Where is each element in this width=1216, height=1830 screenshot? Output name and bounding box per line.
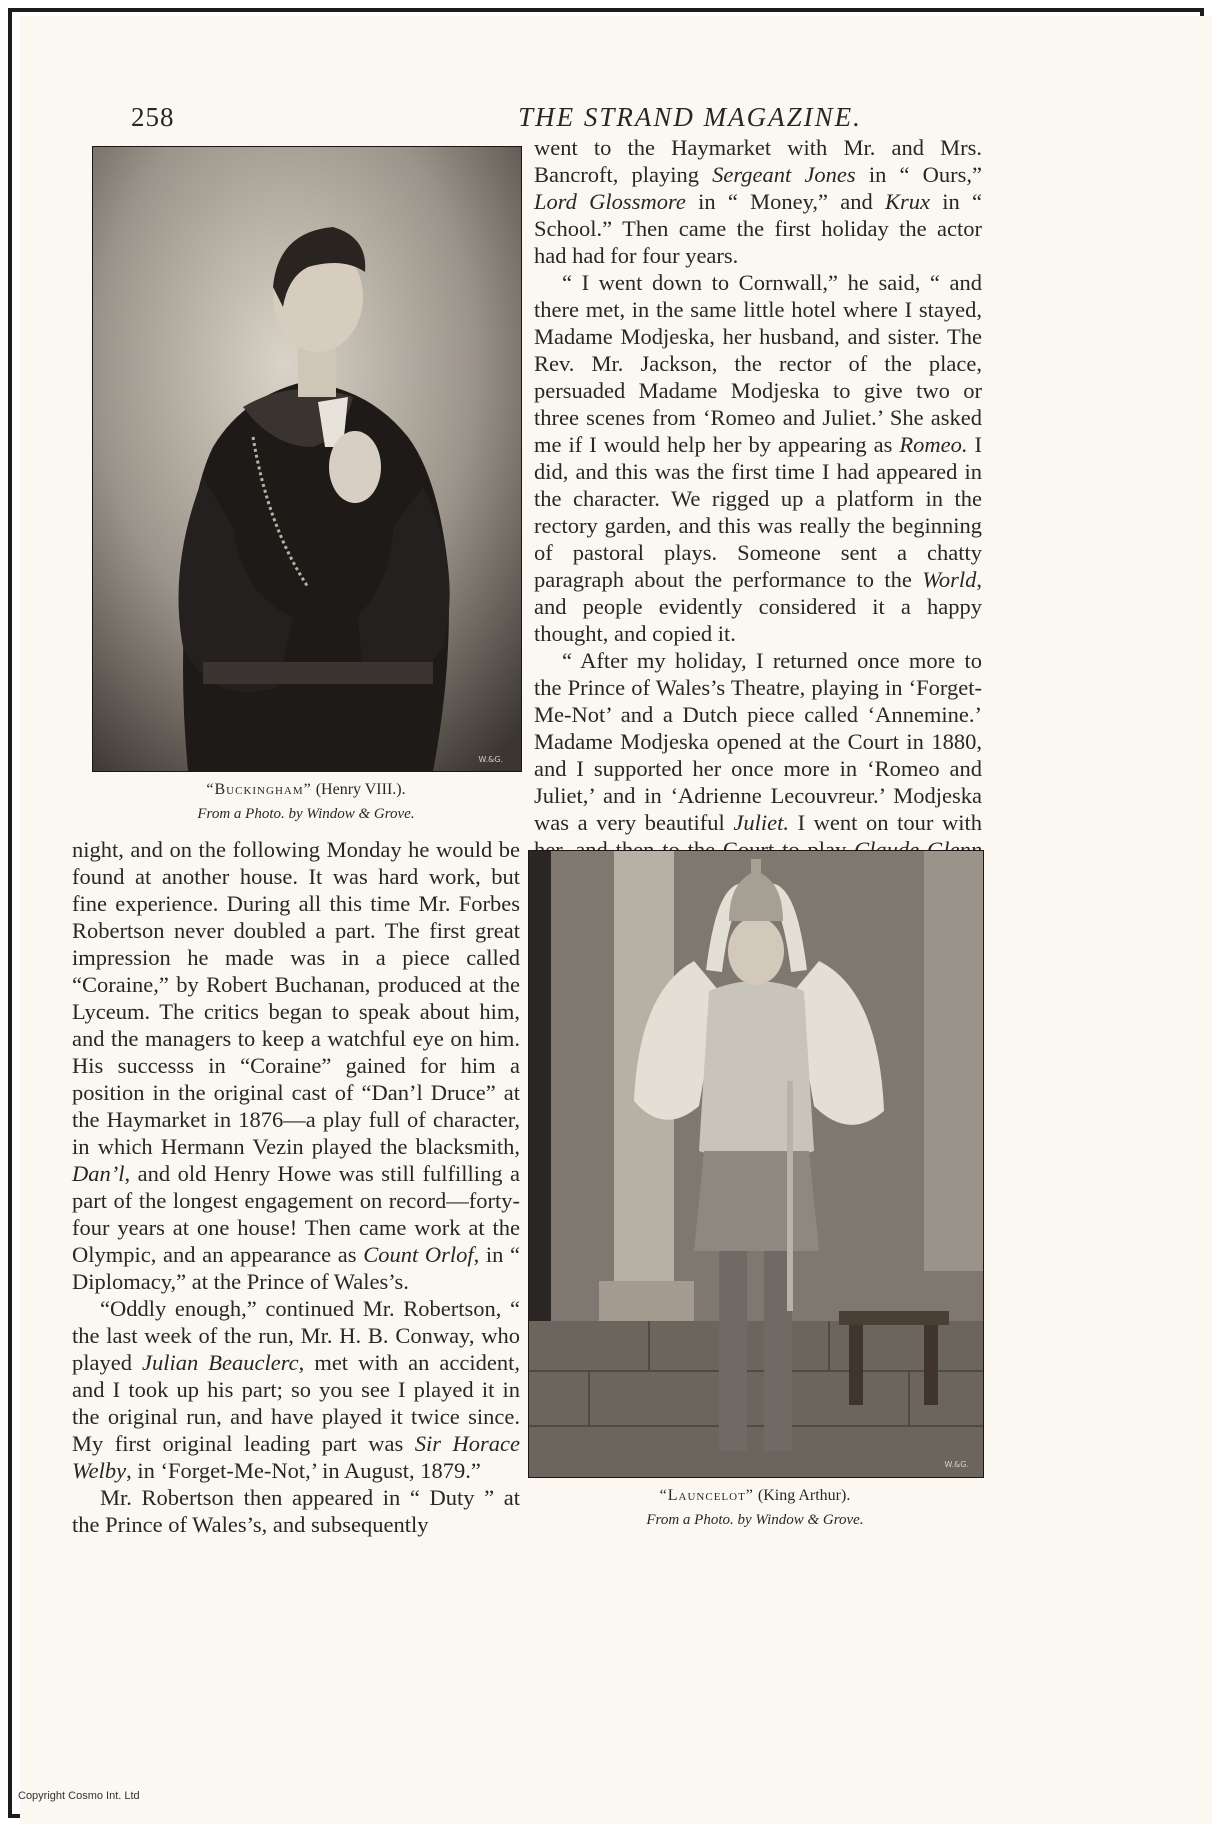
launcelot-caption-title: “Launcelot” (King Arthur). xyxy=(659,1487,851,1504)
buckingham-caption-credit: From a Photo. by Window & Grove. xyxy=(197,806,415,822)
page-number: 258 xyxy=(131,102,175,132)
launcelot-photo xyxy=(528,850,984,1478)
buckingham-caption xyxy=(92,778,520,826)
photo-mark-1: W.&G. xyxy=(478,755,503,764)
left-paragraph-1: night, and on the following Monday he would be found at another house. It was hard work, but fine experience. During all this time Mr. Forbes Robertson never doubled a part. The first great impression he made was in a piece called “Coraine,” by Robert Buchanan, produced at the Lyceum. The critics began to speak about him, and the managers to keep a watchful eye on him. His successs in “Coraine” gained for him a position in the original cast of “Dan’l Druce” at the Haymarket in 1876—a play full of character, in which Hermann Vezin played the blacksmith, Dan’l, and old Henry Howe was still fulfilling a part of the longest engagement on record—forty-four years at one house! Then came work at the Olympic, and an appearance as Count Orlof, in “ Diplomacy,” at the Prince of Wales’s. xyxy=(72,837,520,1294)
right-paragraph-2: “ I went down to Cornwall,” he said, “ and there met, in the same little hotel where I stayed, Madame Modjeska, her husband, and sister. The Rev. Mr. Jackson, the rector of the place, persuaded Madame Modjeska to give two or three scenes from ‘Romeo and Juliet.’ She asked me if I would help her by appearing as Romeo. I did, and this was the first time I had appeared in the character. We rigged up a platform in the rectory garden, and this was really the beginning of pastoral plays. Someone sent a chatty paragraph about the performance to the World, and people evidently considered it a happy thought, and copied it. xyxy=(534,270,982,646)
left-paragraph-3: Mr. Robertson then appeared in “ Duty ” at the Prince of Wales’s, and subsequently xyxy=(72,1485,520,1537)
copyright-note: Copyright Cosmo Int. Ltd xyxy=(18,1790,140,1802)
buckingham-portrait-image xyxy=(93,147,521,771)
buckingham-caption-title: “Buckingham” (Henry VIII.). xyxy=(206,781,406,798)
running-title: THE STRAND MAGAZINE. xyxy=(518,102,862,132)
launcelot-portrait-image xyxy=(529,851,983,1477)
right-column-text xyxy=(534,134,982,890)
photo-mark-2: W.&G. xyxy=(944,1460,969,1469)
right-paragraph-1: went to the Haymarket with Mr. and Mrs. Bancroft, playing Sergeant Jones in “ Ours,” Lord Glossmore in “ Money,” and Krux in “ School.” Then came the first holiday the actor had had for four years. xyxy=(534,135,982,268)
left-column-text xyxy=(72,836,520,1538)
right-paragraph-3: “ After my holiday, I returned once more to the Prince of Wales’s Theatre, playing in ‘Forget-Me-Not’ and a Dutch piece called ‘Annemine.’ Madame Modjeska opened at the Court in 1880, and I supported her once more in ‘Romeo and Juliet,’ and in ‘Adrienne Lecouvreur.’ Modjeska was a very beautiful Juliet. I went on tour with xyxy=(534,648,982,835)
launcelot-caption-credit: From a Photo. by Window & Grove. xyxy=(646,1512,864,1528)
launcelot-caption xyxy=(528,1484,982,1532)
magazine-page xyxy=(20,16,1212,1824)
buckingham-photo xyxy=(92,146,522,772)
left-paragraph-2: “Oddly enough,” continued Mr. Robertson, “ the last week of the run, Mr. H. B. Conway, who played Julian Beauclerc, met with an accident, and I took up his part; so you see I played it in the original run, and have played it twice since. My first original leading part was Sir Horace Welby, in ‘Forget-Me-Not,’ in August, 1879.” xyxy=(72,1296,520,1483)
